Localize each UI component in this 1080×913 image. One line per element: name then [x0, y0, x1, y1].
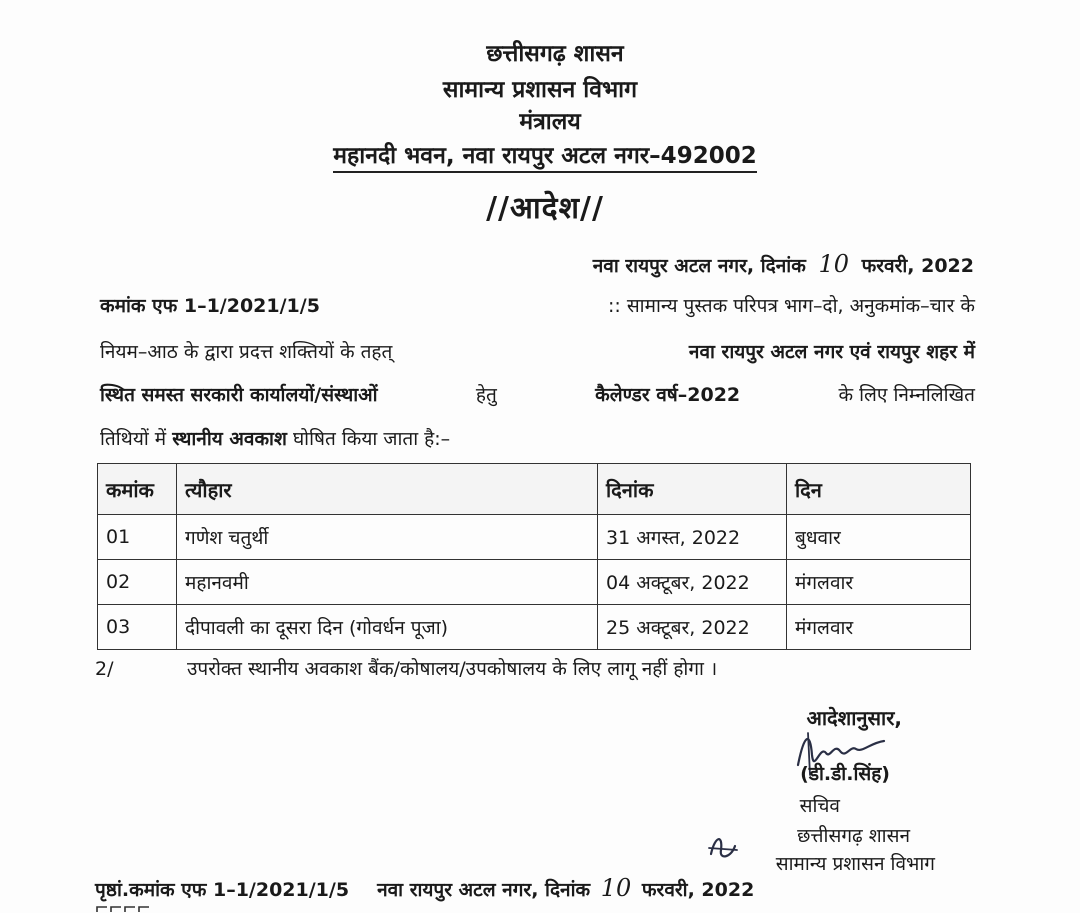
- signatory-name: (डी.डी.सिंह): [800, 763, 890, 785]
- cell-festival: महानवमी: [177, 560, 598, 605]
- header-ministry: मंत्रालय: [519, 109, 581, 135]
- note-number: 2/: [95, 658, 114, 680]
- table-header-row: [98, 464, 971, 515]
- cell-day: मंगलवार: [787, 560, 971, 605]
- dateline-day: 10: [818, 250, 849, 278]
- paragraph-text: घोषित किया जाता है:–: [292, 428, 451, 450]
- column-header-day: दिन: [787, 464, 971, 515]
- table-row: [98, 560, 971, 605]
- cell-date: 25 अक्टूबर, 2022: [598, 605, 787, 650]
- paragraph-text: हेतु: [475, 384, 497, 406]
- table-row: [98, 515, 971, 560]
- dateline-prefix: नवा रायपुर अटल नगर, दिनांक: [592, 255, 806, 277]
- endorsement-suffix: फरवरी, 2022: [641, 879, 755, 901]
- holiday-table: [97, 463, 971, 650]
- paragraph-emphasis: नवा रायपुर अटल नगर एवं रायपुर शहर में: [688, 341, 975, 363]
- order-title: //आदेश//: [486, 191, 604, 226]
- signatory-designation: सचिव: [799, 795, 840, 817]
- paragraph-emphasis: स्थित समस्त सरकारी कार्यालयों/संस्थाओं: [100, 384, 378, 406]
- dateline-suffix: फरवरी, 2022: [861, 255, 974, 277]
- paragraph-text: के लिए निम्नलिखित: [838, 384, 975, 406]
- paragraph-line-4: [100, 425, 975, 451]
- paragraph-text: :: सामान्य पुस्तक परिपत्र भाग–दो, अनुकमांक–चार के: [608, 295, 975, 317]
- header-department: सामान्य प्रशासन विभाग: [442, 77, 638, 103]
- handwritten-initial: [705, 828, 741, 864]
- paragraph-text: नियम–आठ के द्वारा प्रदत्त शक्तियों के तहत्: [100, 341, 393, 363]
- table-row: [98, 605, 971, 650]
- signatory-government: छत्तीसगढ़ शासन: [797, 825, 910, 847]
- order-dateline: [593, 250, 974, 278]
- endorsement-day: 10: [600, 874, 632, 902]
- note-paragraph: [95, 655, 717, 681]
- order-by-label: आदेशानुसार,: [806, 706, 902, 730]
- endorsement-reference: पृष्ठां.कमांक एफ 1–1/2021/1/5: [95, 879, 350, 901]
- paragraph-line-3: [100, 381, 975, 407]
- paragraph-line-1: [100, 292, 975, 318]
- cell-day: मंगलवार: [787, 605, 971, 650]
- column-header-festival: त्यौहार: [177, 464, 598, 515]
- header-government: छत्तीसगढ़ शासन: [486, 41, 624, 67]
- cell-date: 04 अक्टूबर, 2022: [598, 560, 787, 605]
- column-header-date: दिनांक: [598, 464, 787, 515]
- cell-date: 31 अगस्त, 2022: [598, 515, 787, 560]
- cell-festival: दीपावली का दूसरा दिन (गोवर्धन पूजा): [177, 605, 598, 650]
- signatory-department: सामान्य प्रशासन विभाग: [775, 853, 935, 875]
- cell-serial: 03: [98, 605, 177, 650]
- header-address: [0, 138, 1080, 170]
- paragraph-text: तिथियों में: [100, 428, 167, 450]
- header-address-text: महानदी भवन, नवा रायपुर अटल नगर–492002: [333, 143, 756, 173]
- endorsement-line: [95, 874, 754, 902]
- paragraph-emphasis: स्थानीय अवकाश: [172, 428, 287, 450]
- column-header-serial: कमांक: [98, 464, 177, 515]
- paragraph-line-2: [100, 338, 975, 364]
- cell-festival: गणेश चतुर्थी: [177, 515, 598, 560]
- cell-day: बुधवार: [787, 515, 971, 560]
- paragraph-emphasis: कैलेण्डर वर्ष–2022: [595, 384, 741, 406]
- order-reference: कमांक एफ 1–1/2021/1/5: [100, 295, 320, 317]
- cut-off-text-fragment: [95, 903, 165, 913]
- cell-serial: 02: [98, 560, 177, 605]
- endorsement-place: नवा रायपुर अटल नगर, दिनांक: [377, 879, 591, 901]
- cell-serial: 01: [98, 515, 177, 560]
- note-text: उपरोक्त स्थानीय अवकाश बैंक/कोषालय/उपकोषालय के लिए लागू नहीं होगा ।: [187, 658, 718, 680]
